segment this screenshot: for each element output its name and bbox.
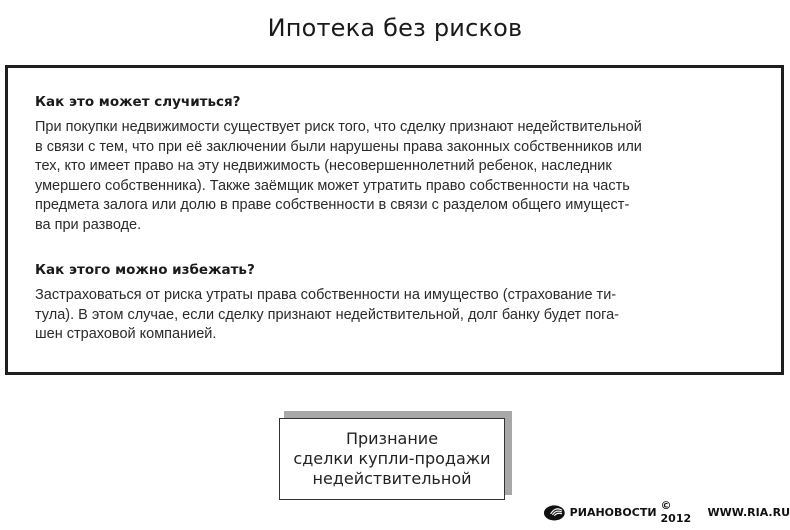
info-box bbox=[5, 65, 784, 375]
section-text bbox=[35, 286, 763, 345]
ria-novosti-logo-icon bbox=[543, 502, 566, 522]
footer-credit bbox=[543, 499, 790, 525]
brand-name: РИАНОВОСТИ bbox=[569, 505, 657, 519]
copyright: © 2012 bbox=[660, 499, 692, 525]
page-title: Ипотека без рисков bbox=[267, 14, 523, 42]
text-line: Застраховаться от риска утраты права собственности на имущество (страхование ти- bbox=[35, 287, 617, 303]
callout-line: сделки купли-продажи bbox=[293, 449, 491, 468]
section-text bbox=[35, 118, 763, 235]
text-line: предмета залога или долю в праве собственности в связи с разделом общего имущест- bbox=[35, 197, 630, 213]
section-how-to-avoid bbox=[35, 262, 763, 345]
section-heading: Как это может случиться? bbox=[35, 94, 241, 110]
section-heading: Как этого можно избежать? bbox=[35, 262, 255, 278]
text-line: тула). В этом случае, если сделку признают недействительной, долг банку будет пога- bbox=[35, 306, 620, 323]
text-line: умершего собственника). Также заёмщик может утратить право собственности на часть bbox=[35, 177, 630, 194]
text-line: При покупки недвижимости существует риск того, что сделку признают недействительной bbox=[35, 119, 642, 135]
callout-line: недействительной bbox=[312, 469, 472, 488]
callout bbox=[279, 411, 512, 502]
callout-line: Признание bbox=[345, 429, 439, 448]
text-line: в связи с тем, что при её заключении были нарушены права законных собственников или bbox=[35, 138, 642, 155]
section-how-it-happens bbox=[35, 94, 763, 235]
callout-box bbox=[279, 418, 505, 500]
text-line: тех, кто имеет право на эту недвижимость (несовершеннолетний ребенок, наследник bbox=[35, 158, 612, 174]
text-line: ва при разводе. bbox=[35, 216, 142, 233]
text-line: шен страховой компанией. bbox=[35, 326, 217, 342]
website-url: WWW.RIA.RU bbox=[707, 505, 790, 519]
